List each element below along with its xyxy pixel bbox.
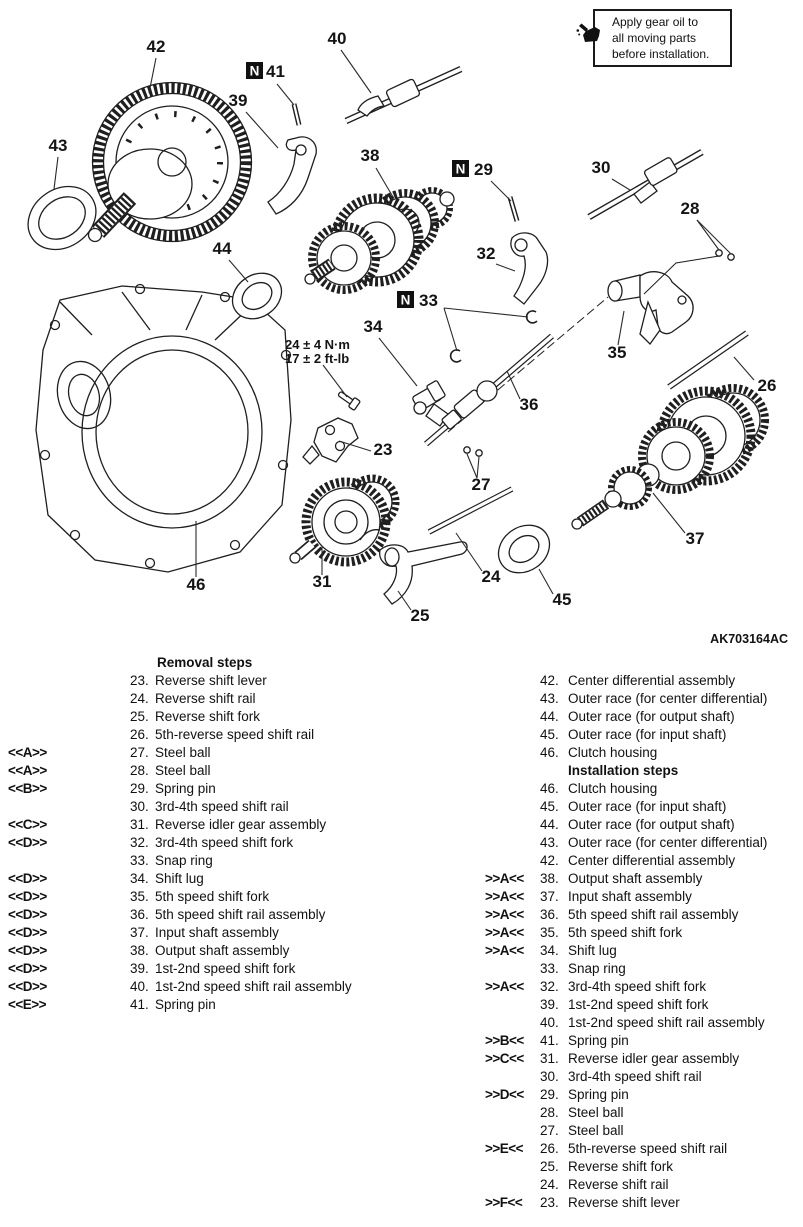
part-25-shift-fork [360, 530, 467, 604]
parts-list-row: <<D>> 34. Shift lug [8, 871, 204, 886]
parts-list-row: >>A<< 35. 5th speed shift fork [485, 925, 683, 940]
callout-26: 26 [757, 376, 777, 395]
callout-30: 30 [591, 158, 611, 177]
callout-37: 37 [685, 529, 705, 548]
note-box [593, 9, 732, 67]
torque-label [285, 337, 350, 366]
parts-list-row: 42. Center differential assembly [540, 673, 736, 688]
torque-imperial: 17 ± 2 ft-lb [285, 351, 350, 366]
callout-40: 40 [327, 29, 347, 48]
figure-code: AK703164AC [710, 632, 788, 646]
torque-metric: 24 ± 4 N·m [285, 337, 350, 352]
callout-36: 36 [519, 395, 539, 414]
parts-list-row: >>C<< 31. Reverse idler gear assembly [485, 1051, 740, 1066]
parts-list-row: 42. Center differential assembly [540, 853, 736, 868]
parts-list-row: 27. Steel ball [540, 1123, 624, 1138]
part-26-shift-rail [669, 333, 747, 387]
parts-list-row: 30. 3rd-4th speed shift rail [130, 799, 289, 814]
part-35-shift-fork [608, 272, 693, 344]
parts-list-row: >>A<< 34. Shift lug [485, 943, 617, 958]
parts-list-row: 23. Reverse shift lever [130, 673, 267, 688]
callout-35: 35 [607, 343, 627, 362]
n-symbol: N [249, 63, 260, 79]
part-24-shift-rail [429, 489, 512, 532]
part-27-steel-balls [464, 447, 482, 456]
callout-44: 44 [212, 239, 232, 258]
part-33-snap-rings [451, 311, 537, 362]
parts-list-row: <<E>> 41. Spring pin [8, 997, 216, 1012]
n-symbol: N [400, 292, 411, 308]
non-reusable-symbol-33 [397, 291, 438, 310]
part-32-shift-fork [511, 233, 548, 304]
part-36-shift-rail-assembly [426, 336, 552, 444]
callout-39: 39 [228, 91, 248, 110]
part-41-spring-pin [294, 104, 299, 125]
part-38-output-shaft [305, 190, 454, 290]
parts-list-row: 43. Outer race (for center differential) [540, 835, 768, 850]
parts-list-row: 44. Outer race (for output shaft) [540, 709, 735, 724]
n-symbol: N [455, 161, 466, 177]
parts-list-row: 24. Reverse shift rail [130, 691, 256, 706]
parts-list-row: <<C>> 31. Reverse idler gear assembly [8, 817, 327, 832]
callout-23: 23 [373, 440, 393, 459]
note-line: Apply gear oil to [612, 15, 699, 29]
parts-list-row: 30. 3rd-4th speed shift rail [540, 1069, 702, 1084]
parts-list-row: <<A>> 28. Steel ball [8, 763, 211, 778]
parts-list-row: >>A<< 37. Input shaft assembly [485, 889, 692, 904]
part-28-steel-balls [716, 250, 734, 260]
parts-list-row: 25. Reverse shift fork [130, 709, 261, 724]
parts-list-row: >>E<< 26. 5th-reverse speed shift rail [485, 1141, 728, 1156]
removal-steps-list [8, 654, 474, 1014]
callout-24: 24 [481, 567, 501, 586]
parts-list-row: <<B>> 29. Spring pin [8, 781, 216, 796]
parts-list-row: 33. Snap ring [540, 961, 626, 976]
part-46-clutch-housing [36, 285, 291, 573]
torque-bolt [336, 389, 360, 411]
callout-34: 34 [363, 317, 383, 336]
callout-45: 45 [552, 590, 572, 609]
section-heading: Removal steps [157, 655, 253, 670]
part-37-input-shaft [572, 388, 765, 529]
parts-list-row: <<D>> 39. 1st-2nd speed shift fork [8, 961, 296, 976]
part-23-shift-lever [303, 418, 358, 464]
parts-list-row: >>D<< 29. Spring pin [485, 1087, 629, 1102]
part-43-outer-race [16, 174, 108, 263]
note-line: before installation. [612, 47, 710, 61]
parts-list-row: 26. 5th-reverse speed shift rail [130, 727, 315, 742]
parts-list-row: >>F<< 23. Reverse shift lever [485, 1195, 680, 1210]
parts-list-row: 39. 1st-2nd speed shift fork [540, 997, 709, 1012]
note-line: all moving parts [612, 31, 697, 45]
callout-46: 46 [186, 575, 206, 594]
parts-list-row: 45. Outer race (for input shaft) [540, 727, 727, 742]
parts-list-row: 25. Reverse shift fork [540, 1159, 674, 1174]
parts-list-row: >>A<< 32. 3rd-4th speed shift fork [485, 979, 707, 994]
non-reusable-symbol-29 [452, 160, 493, 179]
callout-27: 27 [471, 475, 491, 494]
parts-list-row: 33. Snap ring [130, 853, 213, 868]
parts-list-row: <<A>> 27. Steel ball [8, 745, 211, 760]
part-42-center-differential [89, 83, 252, 242]
part-39-shift-fork [268, 137, 316, 214]
parts-list-row: 45. Outer race (for input shaft) [540, 799, 727, 814]
oil-can-icon [576, 22, 602, 48]
callout-42: 42 [146, 37, 166, 56]
section-heading: Installation steps [568, 763, 679, 778]
callout-41: 41 [266, 62, 285, 81]
parts-list-row: >>A<< 36. 5th speed shift rail assembly [485, 907, 739, 922]
parts-list-row: 24. Reverse shift rail [540, 1177, 669, 1192]
parts-list-row: 28. Steel ball [540, 1105, 624, 1120]
parts-list-row: 40. 1st-2nd speed shift rail assembly [540, 1015, 765, 1030]
callout-31: 31 [312, 572, 332, 591]
parts-list-row: 44. Outer race (for output shaft) [540, 817, 735, 832]
callout-38: 38 [360, 146, 380, 165]
installation-steps-list [480, 672, 803, 1212]
part-40-shift-rail-assembly [346, 69, 461, 121]
parts-list-row: >>A<< 38. Output shaft assembly [485, 871, 703, 886]
callout-33: 33 [419, 291, 438, 310]
non-reusable-symbol-41 [246, 62, 285, 81]
parts-list-row: 43. Outer race (for center differential) [540, 691, 768, 706]
parts-list-row: <<D>> 38. Output shaft assembly [8, 943, 290, 958]
callout-43: 43 [48, 136, 68, 155]
callout-25: 25 [410, 606, 430, 625]
parts-list-row: >>B<< 41. Spring pin [485, 1033, 629, 1048]
parts-list-row: 46. Clutch housing [540, 781, 658, 796]
parts-list-row: <<D>> 32. 3rd-4th speed shift fork [8, 835, 294, 850]
parts-list-row: <<D>> 37. Input shaft assembly [8, 925, 279, 940]
parts-list-row: 46. Clutch housing [540, 745, 658, 760]
callout-32: 32 [476, 244, 496, 263]
parts-list-row: <<D>> 35. 5th speed shift fork [8, 889, 270, 904]
parts-list-row: <<D>> 36. 5th speed shift rail assembly [8, 907, 326, 922]
callout-29: 29 [474, 160, 493, 179]
parts-list-row: <<D>> 40. 1st-2nd speed shift rail assembly [8, 979, 352, 994]
callout-28: 28 [680, 199, 700, 218]
